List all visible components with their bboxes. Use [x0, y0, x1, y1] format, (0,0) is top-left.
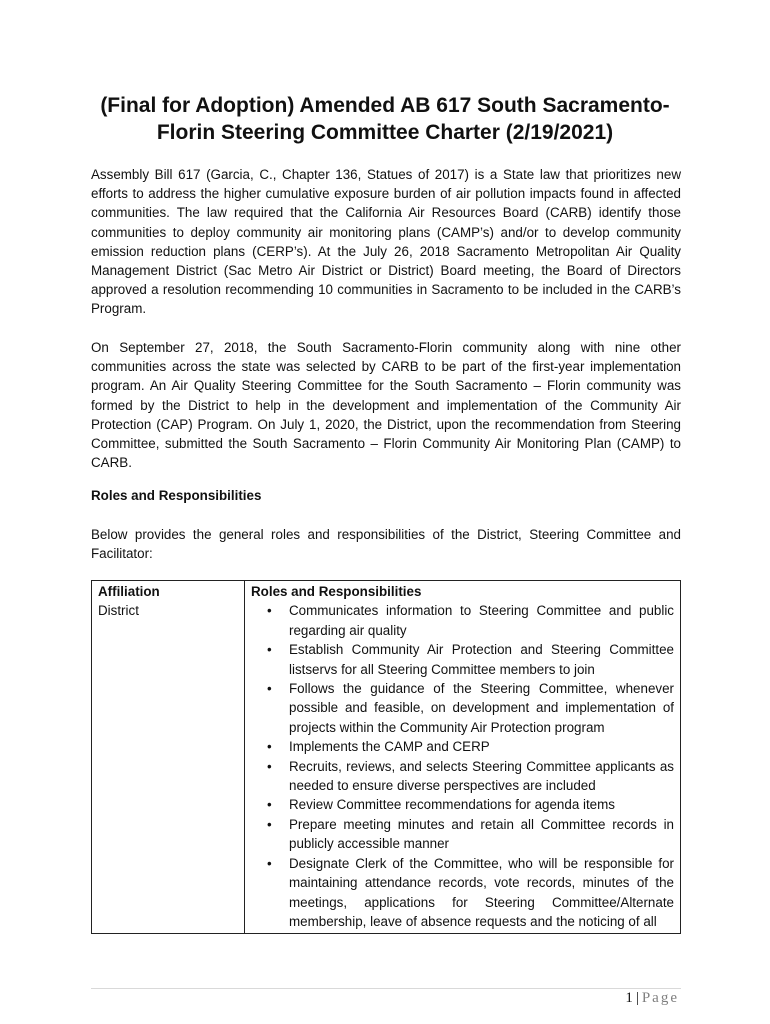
section-intro-paragraph: Below provides the general roles and responsibilities of the District, Steering Committee and Facilitator: — [91, 527, 681, 562]
intro-paragraph-selection: On September 27, 2018, the South Sacramento-Florin community along with nine other communities across the state was selected by CARB to be part of the first-year implementation program. An Air Quality Steering Committee for the South Sacramento – Florin community was formed by the District to help in the development and implementation of the Community Air Protection (CAP) Program. On July 1, 2020, the District, upon the recommendation from Steering Committee, submitted the South Sacramento – Florin Community Air Monitoring Plan (CAMP) to CARB. — [91, 340, 681, 471]
list-item: • Implements the CAMP and CERP — [289, 737, 674, 756]
list-item: • Follows the guidance of the Steering Committee, whenever possible and feasible, on development and implementation of projects within the Community Air Protection program — [267, 681, 674, 735]
list-item: • Recruits, reviews, and selects Steering Committee applicants as needed to ensure diverse perspectives are included — [267, 758, 674, 794]
bullet-icon: • — [267, 797, 272, 813]
page-number: 1 — [625, 990, 633, 1006]
roles-table-header-row — [92, 581, 681, 602]
affiliation-cell: District — [92, 601, 245, 933]
list-item: • Communicates information to Steering Committee and public regarding air quality — [267, 603, 674, 638]
list-item: • Prepare meeting minutes and retain all Committee records in publicly accessible manner — [267, 816, 674, 852]
page-label: Page — [641, 990, 679, 1006]
bullet-icon: • — [267, 758, 272, 774]
responsibilities-cell — [245, 601, 681, 933]
bullet-icon: • — [267, 739, 272, 755]
page-separator: | — [635, 990, 639, 1006]
document-title — [60, 92, 710, 146]
list-item: • Establish Community Air Protection and Steering Committee listservs for all Steering Committee members to join — [267, 642, 674, 677]
title-line-1: (Final for Adoption) Amended AB 617 South Sacramento- — [100, 94, 670, 117]
table-row — [92, 601, 681, 933]
bullet-icon: • — [267, 681, 272, 697]
header-affiliation: Affiliation — [92, 581, 245, 602]
intro-paragraph-ab617: Assembly Bill 617 (Garcia, C., Chapter 136, Statues of 2017) is a State law that prioritizes new efforts to address the higher cumulative exposure burden of air pollution impacts found in affected communities. The law required that the California Air Resources Board (CARB) identify those communities to deploy community air monitoring plans (CAMP’s) and/or to develop community emission reduction plans (CERP’s). At the July 26, 2018 Sacramento Metropolitan Air Quality Management District (Sac Metro Air District or District) Board meeting, the Board of Directors approved a resolution recommending 10 communities in Sacramento to be included in the CARB’s Program. — [91, 167, 681, 317]
title-line-2: Florin Steering Committee Charter (2/19/2021) — [156, 121, 614, 144]
page-footer — [625, 990, 679, 1007]
bullet-icon: • — [267, 603, 272, 619]
responsibilities-list — [251, 601, 674, 931]
bullet-icon: • — [267, 855, 272, 871]
bullet-icon: • — [267, 642, 272, 658]
list-item: • Designate Clerk of the Committee, who will be responsible for maintaining attendance records, vote records, minutes of the meetings, applications for Steering Committee/Alternate membership, leave of absence requests and the noticing of all — [267, 855, 674, 929]
bullet-icon: • — [267, 816, 272, 832]
list-item: • Review Committee recommendations for agenda items — [289, 795, 674, 814]
header-roles: Roles and Responsibilities — [245, 581, 681, 602]
section-heading-roles: Roles and Responsibilities — [91, 488, 262, 503]
roles-table — [91, 580, 681, 934]
footer-divider — [91, 988, 681, 989]
